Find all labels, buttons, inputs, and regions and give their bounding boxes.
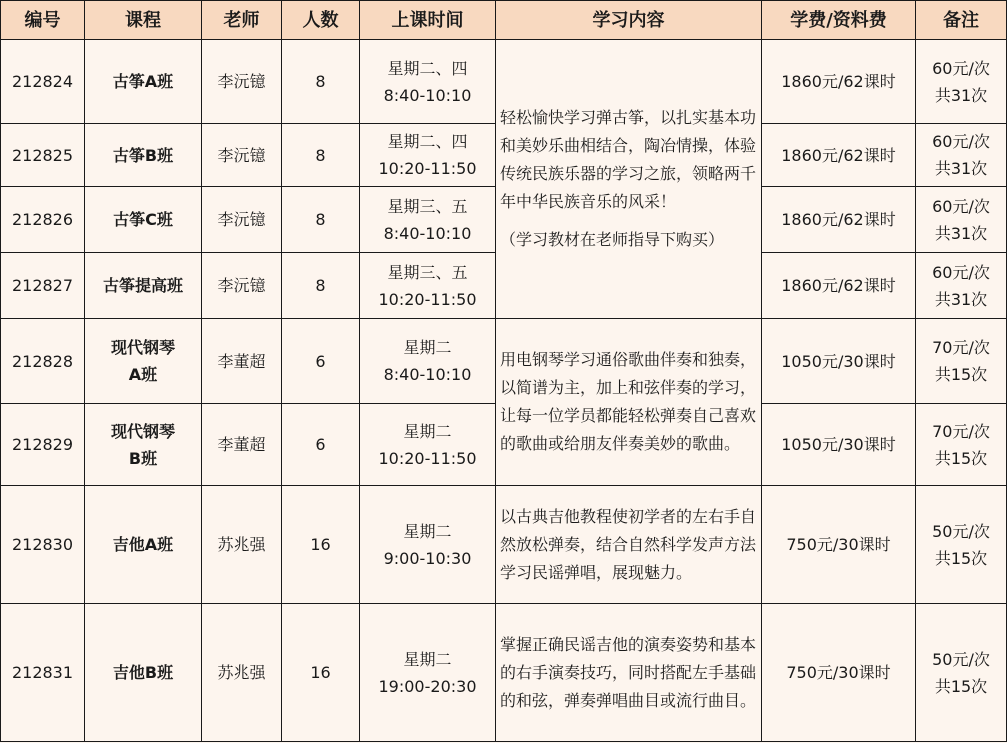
time-hours: 8:40-10:10 xyxy=(383,223,472,243)
cell-fee: 1050元/30课时 xyxy=(762,404,916,486)
cell-content-guitar-a xyxy=(496,486,762,604)
cell-count: 8 xyxy=(282,124,360,187)
cell-count: 8 xyxy=(282,40,360,124)
time-days: 星期二、四 xyxy=(387,58,468,78)
cell-content-piano xyxy=(496,319,762,486)
course-class: B班 xyxy=(128,448,158,468)
time-days: 星期二 xyxy=(403,338,452,357)
cell-course: 古筝C班 xyxy=(85,187,202,253)
cell-course: 古筝A班 xyxy=(85,40,202,124)
time-days: 星期三、五 xyxy=(387,262,468,282)
cell-fee: 1860元/62课时 xyxy=(762,40,916,124)
note-total: 共31次 xyxy=(934,159,988,178)
course-name: 现代钢琴 xyxy=(110,421,175,441)
note-per-class: 70元/次 xyxy=(932,421,990,441)
cell-note xyxy=(916,187,1007,253)
course-class: A班 xyxy=(128,365,158,384)
cell-content-guzheng xyxy=(496,40,762,319)
cell-course: 吉他A班 xyxy=(85,486,202,604)
time-days: 星期二、四 xyxy=(387,132,468,151)
header-fee: 学费/资料费 xyxy=(762,1,916,40)
cell-id: 212825 xyxy=(1,124,85,187)
cell-id: 212824 xyxy=(1,40,85,124)
cell-course xyxy=(85,319,202,404)
cell-time xyxy=(360,124,496,187)
cell-note xyxy=(916,486,1007,604)
note-total: 共15次 xyxy=(934,548,988,568)
cell-fee: 1050元/30课时 xyxy=(762,319,916,404)
cell-fee: 750元/30课时 xyxy=(762,486,916,604)
cell-teacher: 李沅镱 xyxy=(202,253,282,319)
header-course: 课程 xyxy=(85,1,202,40)
time-hours: 10:20-11:50 xyxy=(378,159,477,178)
content-guzheng-note: （学习教材在老师指导下购买） xyxy=(500,230,725,249)
cell-id: 212831 xyxy=(1,604,85,742)
header-count: 人数 xyxy=(282,1,360,40)
content-guzheng-text: 轻松愉快学习弹古筝，以扎实基本功和美妙乐曲相结合，陶冶情操，体验传统民族乐器的学习之旅，领略两千年中华民族音乐的风采！ xyxy=(500,108,757,211)
cell-note xyxy=(916,404,1007,486)
note-total: 共15次 xyxy=(934,365,988,384)
cell-teacher: 李沅镱 xyxy=(202,40,282,124)
time-hours: 19:00-20:30 xyxy=(378,676,477,696)
cell-fee: 1860元/62课时 xyxy=(762,187,916,253)
cell-fee: 1860元/62课时 xyxy=(762,124,916,187)
cell-count: 8 xyxy=(282,187,360,253)
time-days: 星期二 xyxy=(403,649,452,669)
cell-id: 212828 xyxy=(1,319,85,404)
cell-course: 古筝提高班 xyxy=(85,253,202,319)
time-hours: 9:00-10:30 xyxy=(383,548,472,568)
time-hours: 8:40-10:10 xyxy=(383,365,472,384)
note-total: 共31次 xyxy=(934,223,988,243)
header-time: 上课时间 xyxy=(360,1,496,40)
cell-fee: 1860元/62课时 xyxy=(762,253,916,319)
cell-id: 212830 xyxy=(1,486,85,604)
time-days: 星期二 xyxy=(403,421,452,441)
cell-time xyxy=(360,319,496,404)
header-note: 备注 xyxy=(916,1,1007,40)
table-row xyxy=(1,486,1007,604)
cell-content-guitar-b xyxy=(496,604,762,742)
cell-fee: 750元/30课时 xyxy=(762,604,916,742)
note-per-class: 60元/次 xyxy=(932,262,990,282)
cell-teacher: 苏兆强 xyxy=(202,486,282,604)
cell-teacher: 李沅镱 xyxy=(202,124,282,187)
note-per-class: 60元/次 xyxy=(932,132,990,151)
note-per-class: 60元/次 xyxy=(932,196,990,216)
cell-count: 16 xyxy=(282,604,360,742)
cell-course: 古筝B班 xyxy=(85,124,202,187)
header-teacher: 老师 xyxy=(202,1,282,40)
time-hours: 10:20-11:50 xyxy=(378,448,477,468)
cell-time xyxy=(360,486,496,604)
cell-teacher: 李董超 xyxy=(202,319,282,404)
content-guitar-b-text: 掌握正确民谣吉他的演奏姿势和基本的右手演奏技巧，同时搭配左手基础的和弦，弹奏弹唱曲目或流行曲目。 xyxy=(500,634,757,710)
table-row xyxy=(1,319,1007,404)
time-days: 星期二 xyxy=(403,521,452,541)
cell-course xyxy=(85,404,202,486)
cell-note xyxy=(916,604,1007,742)
cell-teacher: 李董超 xyxy=(202,404,282,486)
time-hours: 8:40-10:10 xyxy=(383,85,472,105)
cell-count: 6 xyxy=(282,319,360,404)
table-row xyxy=(1,40,1007,124)
note-per-class: 60元/次 xyxy=(932,58,990,78)
cell-teacher: 苏兆强 xyxy=(202,604,282,742)
cell-time xyxy=(360,604,496,742)
cell-count: 16 xyxy=(282,486,360,604)
time-hours: 10:20-11:50 xyxy=(378,289,477,309)
cell-id: 212829 xyxy=(1,404,85,486)
cell-note xyxy=(916,253,1007,319)
cell-teacher: 李沅镱 xyxy=(202,187,282,253)
cell-note xyxy=(916,40,1007,124)
note-per-class: 50元/次 xyxy=(932,521,990,541)
cell-course: 吉他B班 xyxy=(85,604,202,742)
table-row xyxy=(1,604,1007,742)
header-id: 编号 xyxy=(1,1,85,40)
cell-count: 6 xyxy=(282,404,360,486)
header-content: 学习内容 xyxy=(496,1,762,40)
note-total: 共31次 xyxy=(934,85,988,105)
cell-note xyxy=(916,124,1007,187)
cell-id: 212827 xyxy=(1,253,85,319)
cell-time xyxy=(360,40,496,124)
note-total: 共15次 xyxy=(934,676,988,696)
note-total: 共15次 xyxy=(934,448,988,468)
cell-note xyxy=(916,319,1007,404)
note-total: 共31次 xyxy=(934,289,988,309)
cell-count: 8 xyxy=(282,253,360,319)
time-days: 星期三、五 xyxy=(387,196,468,216)
cell-time xyxy=(360,253,496,319)
content-piano-text: 用电钢琴学习通俗歌曲伴奏和独奏，以简谱为主，加上和弦伴奏的学习，让每一位学员都能轻松弹奏自己喜欢的歌曲或给朋友伴奏美妙的歌曲。 xyxy=(500,350,757,453)
cell-time xyxy=(360,187,496,253)
cell-time xyxy=(360,404,496,486)
cell-id: 212826 xyxy=(1,187,85,253)
content-guitar-a-text: 以古典吉他教程使初学者的左右手自然放松弹奏，结合自然科学发声方法学习民谣弹唱，展现魅力。 xyxy=(500,506,757,582)
course-name: 现代钢琴 xyxy=(110,338,175,357)
header-row xyxy=(1,1,1007,40)
note-per-class: 70元/次 xyxy=(932,338,990,357)
note-per-class: 50元/次 xyxy=(932,649,990,669)
